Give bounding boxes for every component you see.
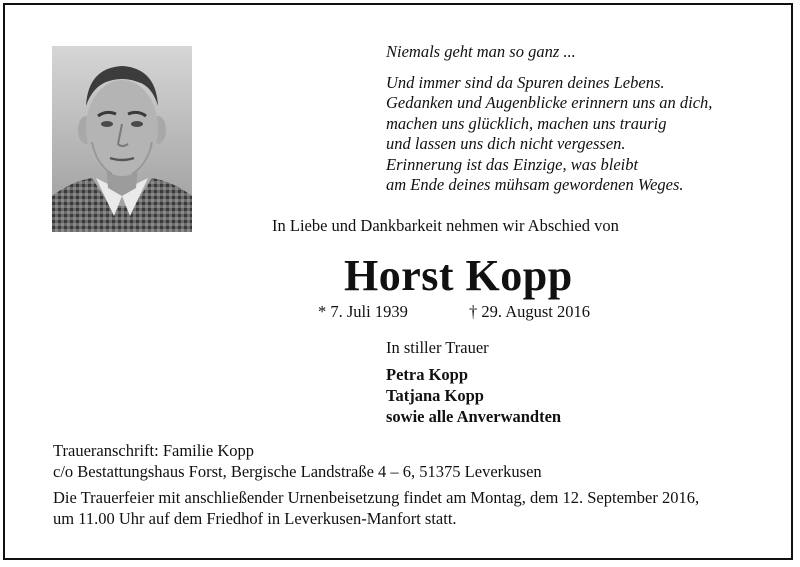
intro-text: In Liebe und Dankbarkeit nehmen wir Abschied von	[272, 216, 619, 235]
address-line: c/o Bestattungshaus Forst, Bergische Landstraße 4 – 6, 51375 Leverkusen	[53, 462, 542, 481]
mourner-name: sowie alle Anverwandten	[386, 407, 562, 426]
poem-line: Gedanken und Augenblicke erinnern uns an dich,	[386, 93, 713, 112]
poem-line: und lassen uns dich nicht vergessen.	[386, 134, 626, 153]
mourner-name: Petra Kopp	[386, 365, 469, 384]
footer	[53, 440, 699, 529]
ceremony-line: Die Trauerfeier mit anschließender Urnenbeisetzung findet am Montag, dem 12. September 2016,	[53, 488, 700, 507]
deceased-name: Horst Kopp	[344, 251, 573, 300]
mourners-label: In stiller Trauer	[386, 338, 489, 357]
mourner-name: Tatjana Kopp	[386, 386, 484, 405]
mourners-block	[386, 337, 561, 427]
poem	[386, 42, 712, 196]
poem-heading: Niemals geht man so ganz ...	[386, 42, 576, 61]
poem-line: Erinnerung ist das Einzige, was bleibt	[386, 154, 639, 174]
address-line: Traueranschrift: Familie Kopp	[53, 441, 255, 460]
birth-date: * 7. Juli 1939	[318, 302, 408, 321]
death-date: † 29. August 2016	[469, 302, 591, 321]
poem-line: Und immer sind da Spuren deines Lebens.	[386, 72, 665, 92]
poem-line: am Ende deines mühsam gewordenen Weges.	[386, 175, 684, 194]
portrait-photo	[52, 46, 192, 232]
ceremony-line: um 11.00 Uhr auf dem Friedhof in Leverkusen-Manfort statt.	[53, 509, 457, 528]
poem-line: machen uns glücklich, machen uns traurig	[386, 113, 667, 133]
